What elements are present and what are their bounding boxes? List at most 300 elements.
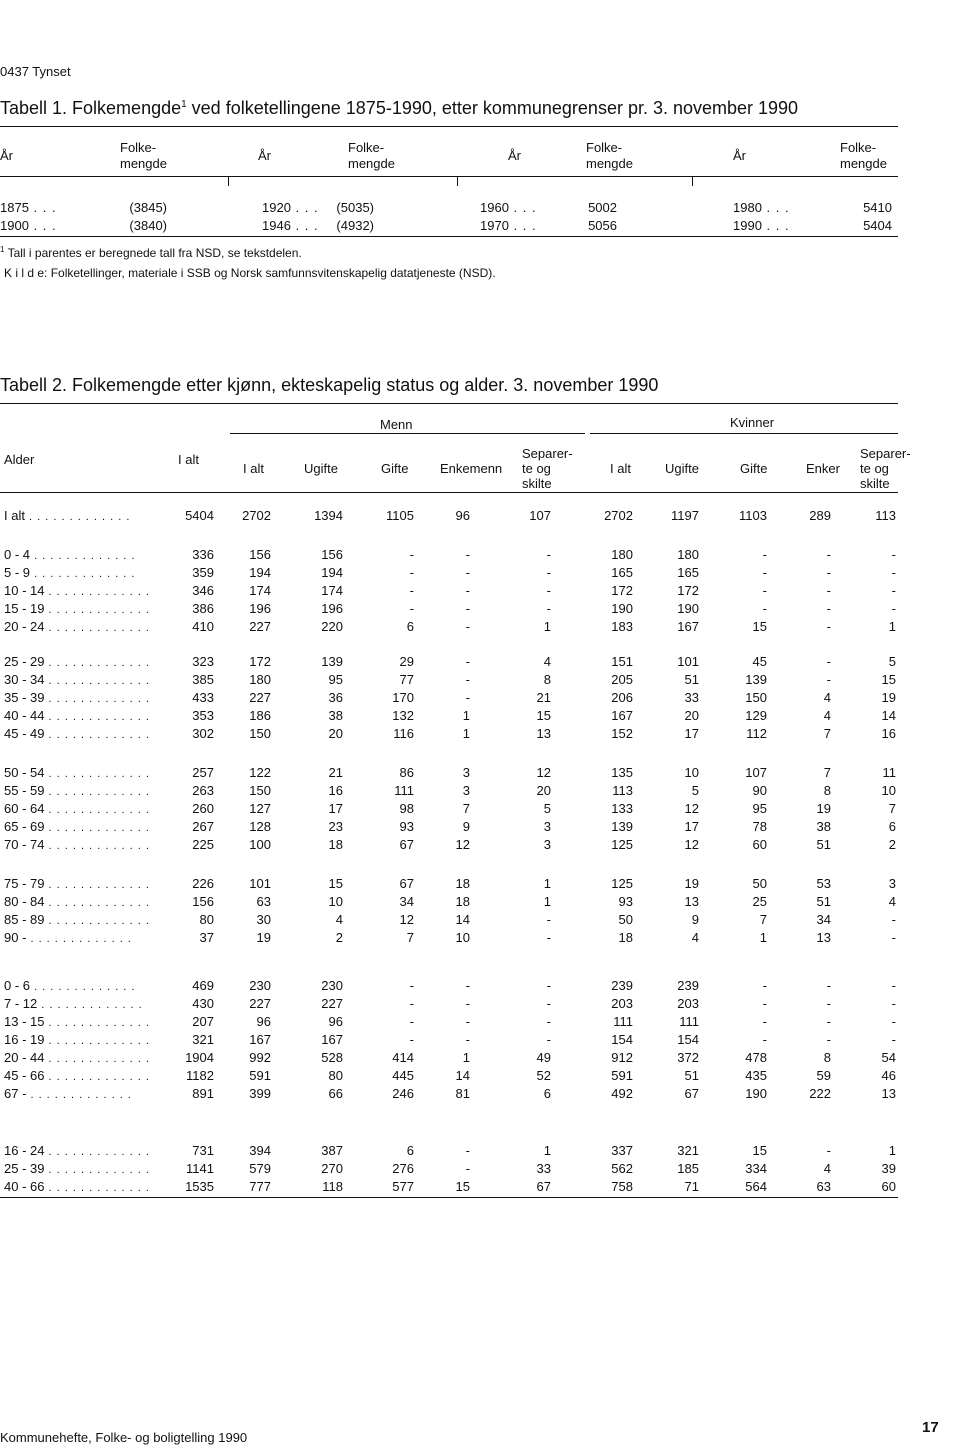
leader-dots: . . . . . . . . . . . . . — [44, 675, 150, 687]
table2-cell: 7 — [888, 801, 896, 816]
age-label-text: 13 - 15 — [4, 1014, 45, 1029]
table2-cell: 1103 — [739, 508, 767, 523]
table2-cell: 53 — [816, 876, 831, 891]
table2-cell: - — [465, 565, 470, 580]
table2-cell: 12 — [399, 912, 414, 927]
table2-cell: 86 — [399, 765, 414, 780]
table2-cell: 98 — [399, 801, 414, 816]
leader-dots: . . . . . . . . . . . . . — [44, 586, 150, 598]
table2-cell: 346 — [192, 583, 214, 598]
table2-cell: - — [826, 1032, 831, 1047]
table2-cell: 96 — [455, 508, 470, 523]
table2-cell: 80 — [328, 1068, 343, 1083]
table2-cell: 51 — [684, 672, 699, 687]
table2-cell: 154 — [611, 1032, 633, 1047]
table2-cell: 270 — [321, 1161, 343, 1176]
table2-cell: 387 — [321, 1143, 343, 1158]
table2-cell: 190 — [677, 601, 699, 616]
age-label-text: 90 - — [4, 930, 27, 945]
table2-cell: 60 — [881, 1179, 896, 1194]
table2-cell: 15 — [752, 1143, 767, 1158]
table2-cell: 12 — [536, 765, 551, 780]
table2-cell: 77 — [399, 672, 414, 687]
table2-cell: 111 — [613, 1014, 633, 1029]
table2-cell: 101 — [249, 876, 271, 891]
table2-cell: 4 — [691, 930, 699, 945]
age-label — [4, 912, 150, 927]
age-label — [4, 1068, 150, 1083]
table2-cell: - — [546, 978, 551, 993]
table2-cell: - — [546, 583, 551, 598]
age-label — [4, 619, 150, 634]
table2-cell: 263 — [192, 783, 214, 798]
table2-cell: 183 — [611, 619, 633, 634]
table2-cell: 3 — [462, 765, 470, 780]
table2-cell: 336 — [192, 547, 214, 562]
col-pop-header: Folke- — [840, 140, 877, 155]
table2-cell: 2702 — [242, 508, 271, 523]
table2-cell: 5 — [888, 654, 896, 669]
table1-value-cell: 5056 — [588, 218, 617, 233]
table2-cell: 129 — [745, 708, 767, 723]
table1-value-cell: (3845) — [129, 200, 167, 215]
table2-cell: 67 — [684, 1086, 699, 1101]
table2-cell: - — [826, 547, 831, 562]
table2-cell: 21 — [328, 765, 343, 780]
col-women-total-header: I alt — [610, 461, 631, 476]
col-men-sep-header: Separer- — [522, 446, 573, 461]
table2-cell: 433 — [192, 690, 214, 705]
table2-cell: 54 — [881, 1050, 896, 1065]
table2-cell: 1105 — [386, 508, 414, 523]
table2-cell: 445 — [392, 1068, 414, 1083]
table2-cell: 1 — [462, 1050, 470, 1065]
table2-cell: 186 — [249, 708, 271, 723]
table2-cell: 135 — [611, 765, 633, 780]
table2-cell: 1197 — [671, 508, 699, 523]
table2-cell: 139 — [745, 672, 767, 687]
table2-cell: 6 — [406, 619, 414, 634]
table2-cell: 51 — [816, 894, 831, 909]
age-label — [4, 690, 150, 705]
table2-cell: - — [465, 547, 470, 562]
table2-cell: 78 — [752, 819, 767, 834]
age-label — [4, 726, 150, 741]
table2-cell: 1535 — [185, 1179, 214, 1194]
table2-cell: 10 — [881, 783, 896, 798]
table2-cell: 112 — [746, 726, 767, 741]
table2-cell: 196 — [249, 601, 271, 616]
table2-bottom-rule — [0, 1197, 898, 1198]
table2-cell: 30 — [256, 912, 271, 927]
age-label-text: 7 - 12 — [4, 996, 38, 1011]
table2-cell: 19 — [881, 690, 896, 705]
age-label — [4, 996, 143, 1011]
table2-cell: 225 — [192, 837, 214, 852]
age-label — [4, 837, 150, 852]
table2-cell: - — [891, 912, 896, 927]
table1-tick — [457, 176, 458, 186]
table2-cell: 17 — [684, 726, 699, 741]
table2-cell: 15 — [881, 672, 896, 687]
leader-dots: . . . . . . . . . . . . . — [44, 711, 150, 723]
table2-cell: - — [891, 1032, 896, 1047]
table2-cell: 150 — [249, 783, 271, 798]
table2-cell: 5 — [691, 783, 699, 798]
table2-cell: 93 — [618, 894, 633, 909]
age-label — [4, 930, 138, 945]
age-label — [4, 876, 150, 891]
table2-cell: 1 — [543, 1143, 551, 1158]
table2-cell: 12 — [455, 837, 470, 852]
table2-cell: 13 — [684, 894, 699, 909]
table2-cell: - — [465, 601, 470, 616]
table2-cell: 478 — [745, 1050, 767, 1065]
table2-cell: 302 — [192, 726, 214, 741]
age-label — [4, 508, 138, 523]
table2-cell: 150 — [745, 690, 767, 705]
table2-cell: 394 — [249, 1143, 271, 1158]
table2-cell: 190 — [745, 1086, 767, 1101]
table2-cell: - — [762, 978, 767, 993]
table2-cell: 100 — [249, 837, 271, 852]
table2-cell: 337 — [611, 1143, 633, 1158]
table2-cell: 7 — [823, 765, 831, 780]
table2-cell: - — [465, 690, 470, 705]
table2-cell: 10 — [684, 765, 699, 780]
table2-cell: 167 — [249, 1032, 271, 1047]
col-men-sep-header: skilte — [522, 476, 552, 491]
leader-dots: . . . . . . . . . . . . . — [44, 1017, 150, 1029]
table2-cell: 107 — [745, 765, 767, 780]
leader-dots: . . . — [28, 218, 57, 233]
leader-dots: . . . — [28, 200, 57, 215]
table2-cell: 113 — [612, 783, 633, 798]
table2-cell: 579 — [249, 1161, 271, 1176]
table2-cell: 23 — [328, 819, 343, 834]
table2-cell: 13 — [881, 1086, 896, 1101]
table2-cell: 222 — [809, 1086, 831, 1101]
table2-cell: 435 — [745, 1068, 767, 1083]
table2-cell: 150 — [249, 726, 271, 741]
table2-cell: 260 — [192, 801, 214, 816]
age-label-text: 16 - 24 — [4, 1143, 45, 1158]
table2-cell: - — [546, 547, 551, 562]
age-label — [4, 708, 150, 723]
table2-cell: 167 — [677, 619, 699, 634]
table2-cell: 14 — [455, 912, 470, 927]
table2-cell: 11 — [882, 765, 896, 780]
table2-cell: 372 — [677, 1050, 699, 1065]
table2-cell: - — [546, 565, 551, 580]
table2-cell: 267 — [192, 819, 214, 834]
page-header: 0437 Tynset — [0, 64, 71, 79]
table1-top-rule — [0, 126, 898, 127]
table2-cell: 220 — [321, 619, 343, 634]
table2-cell: 37 — [199, 930, 214, 945]
table2-cell: - — [762, 547, 767, 562]
leader-dots: . . . . . . . . . . . . . — [44, 1071, 150, 1083]
table2-cell: 1 — [759, 930, 767, 945]
age-label-text: 50 - 54 — [4, 765, 45, 780]
col-women-unmarried-header: Ugifte — [665, 461, 699, 476]
table2-cell: 113 — [875, 508, 896, 523]
table2-cell: - — [762, 601, 767, 616]
age-label — [4, 819, 150, 834]
col-year-header: År — [258, 148, 271, 163]
leader-dots: . . . . . . . . . . . . . — [44, 1164, 150, 1176]
table2-cell: 60 — [752, 837, 767, 852]
table2-cell: - — [465, 672, 470, 687]
table2-cell: 152 — [611, 726, 633, 741]
table2-cell: 528 — [321, 1050, 343, 1065]
table2-cell: 34 — [399, 894, 414, 909]
table2-cell: 3 — [543, 837, 551, 852]
table2-cell: 1 — [888, 619, 896, 634]
table2-cell: - — [465, 1143, 470, 1158]
table2-cell: 591 — [249, 1068, 271, 1083]
table2-cell: 19 — [816, 801, 831, 816]
table2-cell: 206 — [611, 690, 633, 705]
table2-cell: 50 — [752, 876, 767, 891]
table1-tick — [228, 176, 229, 186]
table2-cell: 14 — [881, 708, 896, 723]
age-label-text: 65 - 69 — [4, 819, 45, 834]
table2-cell: 190 — [611, 601, 633, 616]
table2-cell: 4 — [823, 1161, 831, 1176]
table2-cell: 151 — [611, 654, 633, 669]
table2-cell: 10 — [455, 930, 470, 945]
leader-dots: . . . . . . . . . . . . . — [44, 804, 150, 816]
table1-value-cell: 5002 — [588, 200, 617, 215]
table2-cell: 353 — [192, 708, 214, 723]
leader-dots: . . . . . . . . . . . . . — [30, 981, 136, 993]
col-pop-header: mengde — [348, 156, 395, 171]
leader-dots: . . . . . . . . . . . . . — [44, 915, 150, 927]
page-number: 17 — [922, 1419, 939, 1436]
table2-cell: 321 — [677, 1143, 699, 1158]
table2-cell: 9 — [691, 912, 699, 927]
leader-dots: . . . . . . . . . . . . . — [30, 568, 136, 580]
table2-cell: - — [465, 583, 470, 598]
table2-cell: 33 — [684, 690, 699, 705]
table1-tick — [692, 176, 693, 186]
table2-cell: 36 — [328, 690, 343, 705]
table2-cell: 562 — [611, 1161, 633, 1176]
leader-dots: . . . — [761, 218, 790, 233]
table2-cell: - — [465, 978, 470, 993]
table2-cell: 25 — [752, 894, 767, 909]
leader-dots: . . . . . . . . . . . . . — [44, 840, 150, 852]
footer-title: Kommunehefte, Folke- og boligtelling 1990 — [0, 1430, 248, 1445]
col-widower-header: Enkemenn — [440, 461, 503, 476]
table2-cell: 227 — [249, 996, 271, 1011]
col-women-sep-header: Separer- — [860, 446, 911, 461]
table2-cell: - — [465, 1014, 470, 1029]
table2-cell: - — [826, 1143, 831, 1158]
leader-dots: . . . — [508, 218, 537, 233]
table2-cell: 17 — [328, 801, 343, 816]
age-label-text: 20 - 44 — [4, 1050, 45, 1065]
table2-cell: 172 — [249, 654, 271, 669]
group-men-label: Menn — [380, 417, 413, 432]
table2-cell: 66 — [328, 1086, 343, 1101]
table2-cell: - — [409, 547, 414, 562]
table2-cell: - — [826, 619, 831, 634]
table2-cell: 33 — [536, 1161, 551, 1176]
col-widow-header: Enker — [806, 461, 840, 476]
table2-cell: 156 — [321, 547, 343, 562]
table2-cell: 321 — [192, 1032, 214, 1047]
age-label-text: 5 - 9 — [4, 565, 31, 580]
col-year-header: År — [0, 148, 13, 163]
age-label — [4, 1179, 150, 1194]
age-label-text: 35 - 39 — [4, 690, 45, 705]
table2-cell: 4 — [823, 690, 831, 705]
age-label — [4, 1014, 150, 1029]
leader-dots: . . . . . . . . . . . . . — [44, 1035, 150, 1047]
age-label-text: 0 - 4 — [4, 547, 31, 562]
table2-cell: 5 — [543, 801, 551, 816]
table2-cell: - — [546, 601, 551, 616]
age-label-text: 20 - 24 — [4, 619, 45, 634]
leader-dots: . . . . . . . . . . . . . — [26, 1089, 132, 1101]
table2-cell: - — [465, 654, 470, 669]
table2-cell: 2 — [888, 837, 896, 852]
leader-dots: . . . . . . . . . . . . . — [26, 933, 132, 945]
table2-cell: 1394 — [314, 508, 343, 523]
age-label-text: 45 - 49 — [4, 726, 45, 741]
leader-dots: . . . . . . . . . . . . . — [44, 879, 150, 891]
table2-cell: 180 — [249, 672, 271, 687]
table2-cell: 156 — [249, 547, 271, 562]
col-pop-header: mengde — [120, 156, 167, 171]
table2-cell: 203 — [677, 996, 699, 1011]
leader-dots: . . . . . . . . . . . . . — [44, 786, 150, 798]
leader-dots: . . . . . . . . . . . . . — [44, 604, 150, 616]
table2-cell: 4 — [823, 708, 831, 723]
table2-cell: - — [762, 996, 767, 1011]
age-label — [4, 1086, 138, 1101]
col-pop-header: mengde — [840, 156, 887, 171]
table2-cell: 172 — [677, 583, 699, 598]
table2-cell: 19 — [684, 876, 699, 891]
table2-cell: 230 — [321, 978, 343, 993]
age-label — [4, 978, 138, 993]
women-group-rule — [590, 433, 898, 434]
table2-cell: 591 — [611, 1068, 633, 1083]
table2-cell: - — [826, 978, 831, 993]
table2-cell: 430 — [192, 996, 214, 1011]
table2-cell: 139 — [321, 654, 343, 669]
table2-cell: 194 — [249, 565, 271, 580]
age-label-text: 75 - 79 — [4, 876, 45, 891]
col-women-sep-header: te og — [860, 461, 889, 476]
age-label — [4, 801, 150, 816]
table2-cell: 125 — [611, 876, 633, 891]
table2-cell: 992 — [249, 1050, 271, 1065]
table2-cell: 777 — [249, 1179, 271, 1194]
leader-dots: . . . . . . . . . . . . . — [44, 897, 150, 909]
table2-cell: - — [891, 583, 896, 598]
table2-top-rule — [0, 403, 898, 404]
table2-cell: 156 — [192, 894, 214, 909]
table2-cell: 227 — [249, 690, 271, 705]
table2-cell: - — [762, 583, 767, 598]
table2-cell: - — [409, 996, 414, 1011]
table1-value-cell: (5035) — [336, 200, 374, 215]
table2-cell: 122 — [249, 765, 271, 780]
leader-dots: . . . . . . . . . . . . . — [44, 822, 150, 834]
table2-cell: 14 — [455, 1068, 470, 1083]
table1-title: Tabell 1. Folkemengde$^1$ ved folketellingene 1875-1990, etter kommunegrenser pr. 3. november 1990 — [0, 98, 799, 118]
table2-cell: 239 — [677, 978, 699, 993]
table2-cell: 227 — [249, 619, 271, 634]
table2-cell: 1 — [462, 726, 470, 741]
age-label-text: 15 - 19 — [4, 601, 45, 616]
leader-dots: . . . . . . . . . . . . . — [44, 657, 150, 669]
table2-cell: 12 — [684, 801, 699, 816]
table2-cell: 1 — [462, 708, 470, 723]
table2-cell: - — [409, 978, 414, 993]
table1-year-cell: 1990 . . . — [733, 218, 790, 233]
table2-cell: 20 — [328, 726, 343, 741]
age-label-text: 10 - 14 — [4, 583, 45, 598]
col-age-header: Alder — [4, 452, 35, 467]
age-label-text: 85 - 89 — [4, 912, 45, 927]
age-label-text: 40 - 44 — [4, 708, 45, 723]
table2-cell: 96 — [256, 1014, 271, 1029]
table2-cell: 90 — [752, 783, 767, 798]
age-label — [4, 565, 138, 580]
table2-cell: 34 — [816, 912, 831, 927]
table2-cell: - — [826, 1014, 831, 1029]
table2-cell: 18 — [618, 930, 633, 945]
table2-cell: 167 — [321, 1032, 343, 1047]
table2-cell: 6 — [543, 1086, 551, 1101]
leader-dots: . . . . . . . . . . . . . — [37, 999, 143, 1011]
col-pop-header: Folke- — [586, 140, 623, 155]
table2-cell: 51 — [684, 1068, 699, 1083]
table2-cell: 165 — [611, 565, 633, 580]
table2-cell: 63 — [256, 894, 271, 909]
table2-cell: 227 — [321, 996, 343, 1011]
table2-cell: 4 — [888, 894, 896, 909]
table2-cell: 207 — [192, 1014, 214, 1029]
table2-cell: - — [826, 672, 831, 687]
table2-cell: 386 — [192, 601, 214, 616]
col-total-header: I alt — [178, 452, 199, 467]
table2-cell: 359 — [192, 565, 214, 580]
table2-cell: 81 — [455, 1086, 470, 1101]
table2-cell: 891 — [192, 1086, 214, 1101]
table1-source: K i l d e: Folketellinger, materiale i SSB og Norsk samfunnsvitenskapelig datatjeneste (NSD). — [4, 266, 496, 280]
table2-cell: - — [409, 565, 414, 580]
table2-cell: 276 — [392, 1161, 414, 1176]
age-label-text: 40 - 66 — [4, 1179, 45, 1194]
table2-cell: 29 — [399, 654, 414, 669]
leader-dots: . . . — [508, 200, 537, 215]
table1-year-cell: 1970 . . . — [480, 218, 537, 233]
leader-dots: . . . . . . . . . . . . . — [44, 693, 150, 705]
table2-cell: 17 — [684, 819, 699, 834]
table2-cell: 1141 — [186, 1161, 214, 1176]
table2-cell: 167 — [611, 708, 633, 723]
table1-bottom-rule — [0, 236, 898, 237]
table2-cell: 289 — [809, 508, 831, 523]
age-label — [4, 894, 150, 909]
table2-cell: - — [891, 1014, 896, 1029]
